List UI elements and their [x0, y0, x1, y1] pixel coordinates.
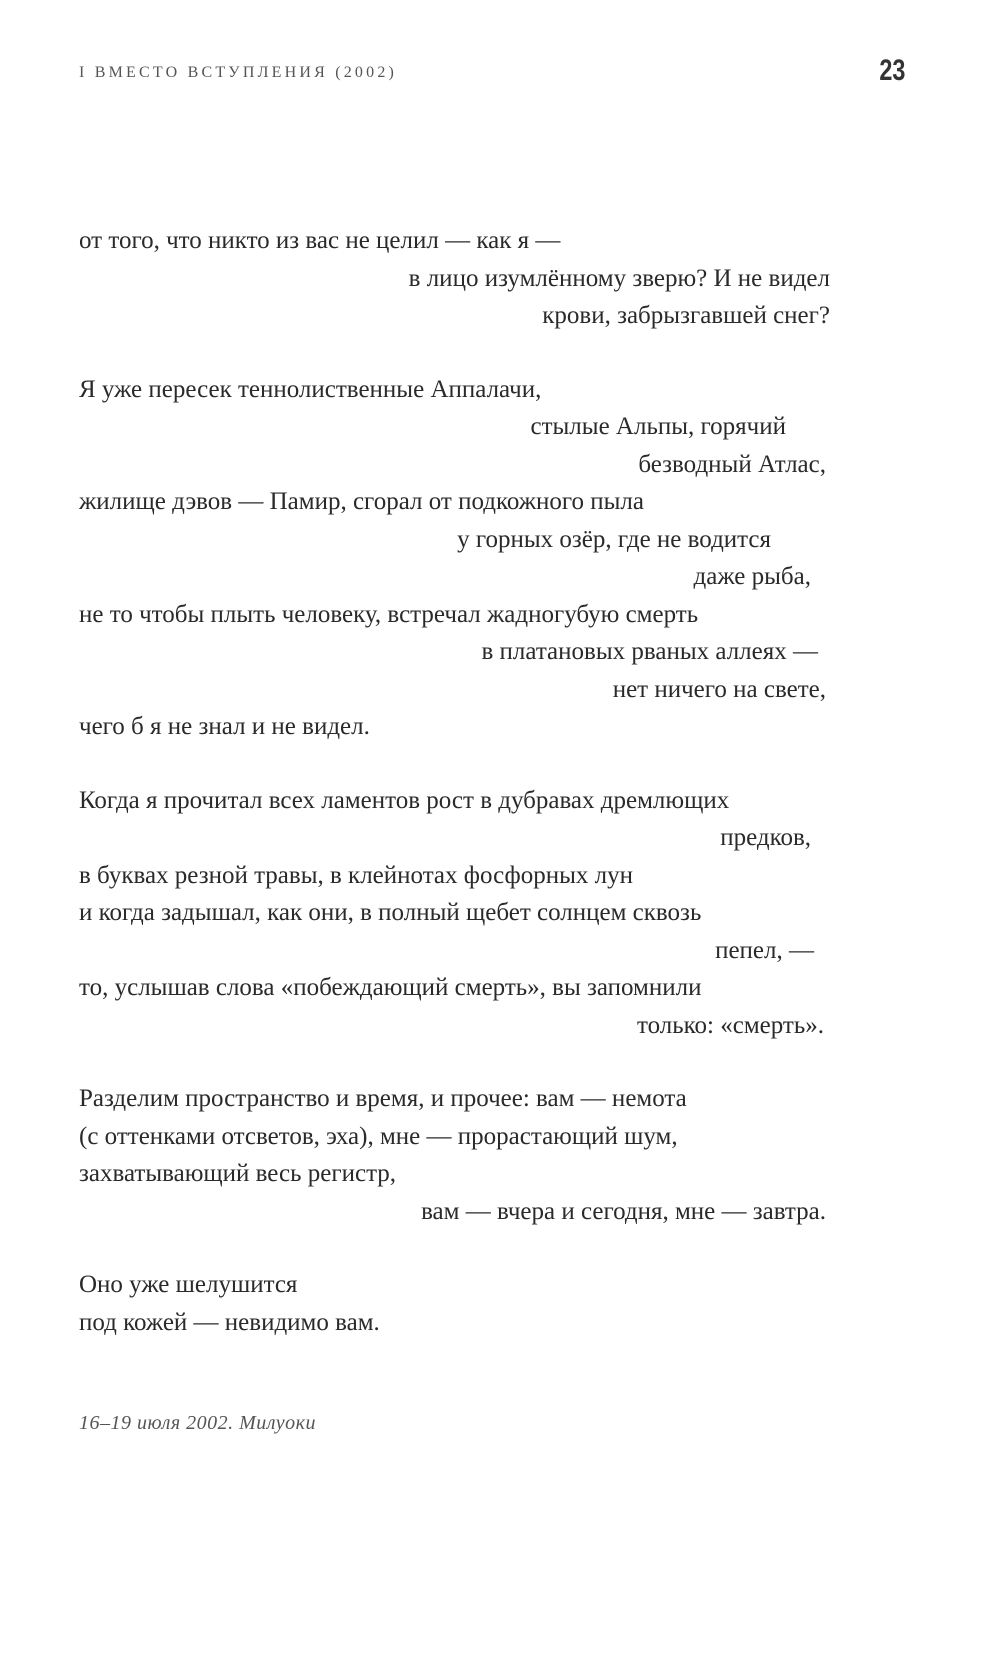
stanza — [79, 782, 879, 1045]
poem-line: даже рыба, — [693, 563, 811, 590]
dateline: 16–19 июля 2002. Милуоки — [79, 1412, 316, 1434]
poem-line: в лицо изумлённому зверю? И не видел — [408, 264, 830, 292]
poem-line: то, услышав слова «побеждающий смерть», вы запомнили — [79, 974, 702, 1001]
poem-line: вам — вчера и сегодня, мне — завтра. — [421, 1197, 826, 1225]
stanza — [79, 371, 879, 746]
poem-line: захватывающий весь регистр, — [79, 1160, 397, 1187]
poem-line: в буквах резной травы, в клейнотах фосфорных лун — [79, 861, 633, 889]
poem-line: Когда я прочитал всех ламентов рост в дубравах дремлющих — [79, 786, 730, 814]
poem-line: крови, забрызгавшей снег? — [542, 302, 830, 329]
poem-line: у горных озёр, где не водится — [457, 525, 771, 553]
poem-line: стылые Альпы, горячий — [530, 413, 786, 440]
stanza — [79, 222, 879, 335]
running-head: I ВМЕСТО ВСТУПЛЕНИЯ (2002) — [79, 64, 398, 81]
poem-line: жилище дэвов — Памир, сгорал от подкожного пыла — [79, 488, 644, 515]
poem-body — [79, 222, 879, 1377]
poem-line: не то чтобы плыть человеку, встречал жадногубую смерть — [79, 600, 699, 628]
poem-line: под кожей — невидимо вам. — [79, 1308, 380, 1336]
poem-line: Разделим пространство и время, и прочее: вам — немота — [79, 1085, 687, 1112]
poem-line: безводный Атлас, — [638, 450, 826, 478]
poem-line: предков, — [720, 824, 811, 851]
poem-line: от того, что никто из вас не целил — как я — — [79, 227, 561, 254]
poem-line: чего б я не знал и не видел. — [79, 713, 370, 740]
stanza — [79, 1266, 879, 1341]
poem-line: и когда задышал, как они, в полный щебет солнцем сквозь — [79, 899, 702, 926]
poem-line: (с оттенками отсветов, эха), мне — прорастающий шум, — [79, 1122, 678, 1150]
poem-line: нет ничего на свете, — [612, 675, 826, 703]
page-number: 23 — [878, 54, 905, 87]
poem-line: Оно уже шелушится — [79, 1271, 298, 1298]
stanza — [79, 1080, 879, 1230]
poem-line: только: «смерть». — [637, 1011, 824, 1039]
poem-line: в платановых рваных аллеях — — [481, 638, 818, 665]
poem-line: пепел, — — [715, 936, 814, 964]
poem-line: Я уже пересек теннолиственные Аппалачи, — [79, 375, 542, 403]
